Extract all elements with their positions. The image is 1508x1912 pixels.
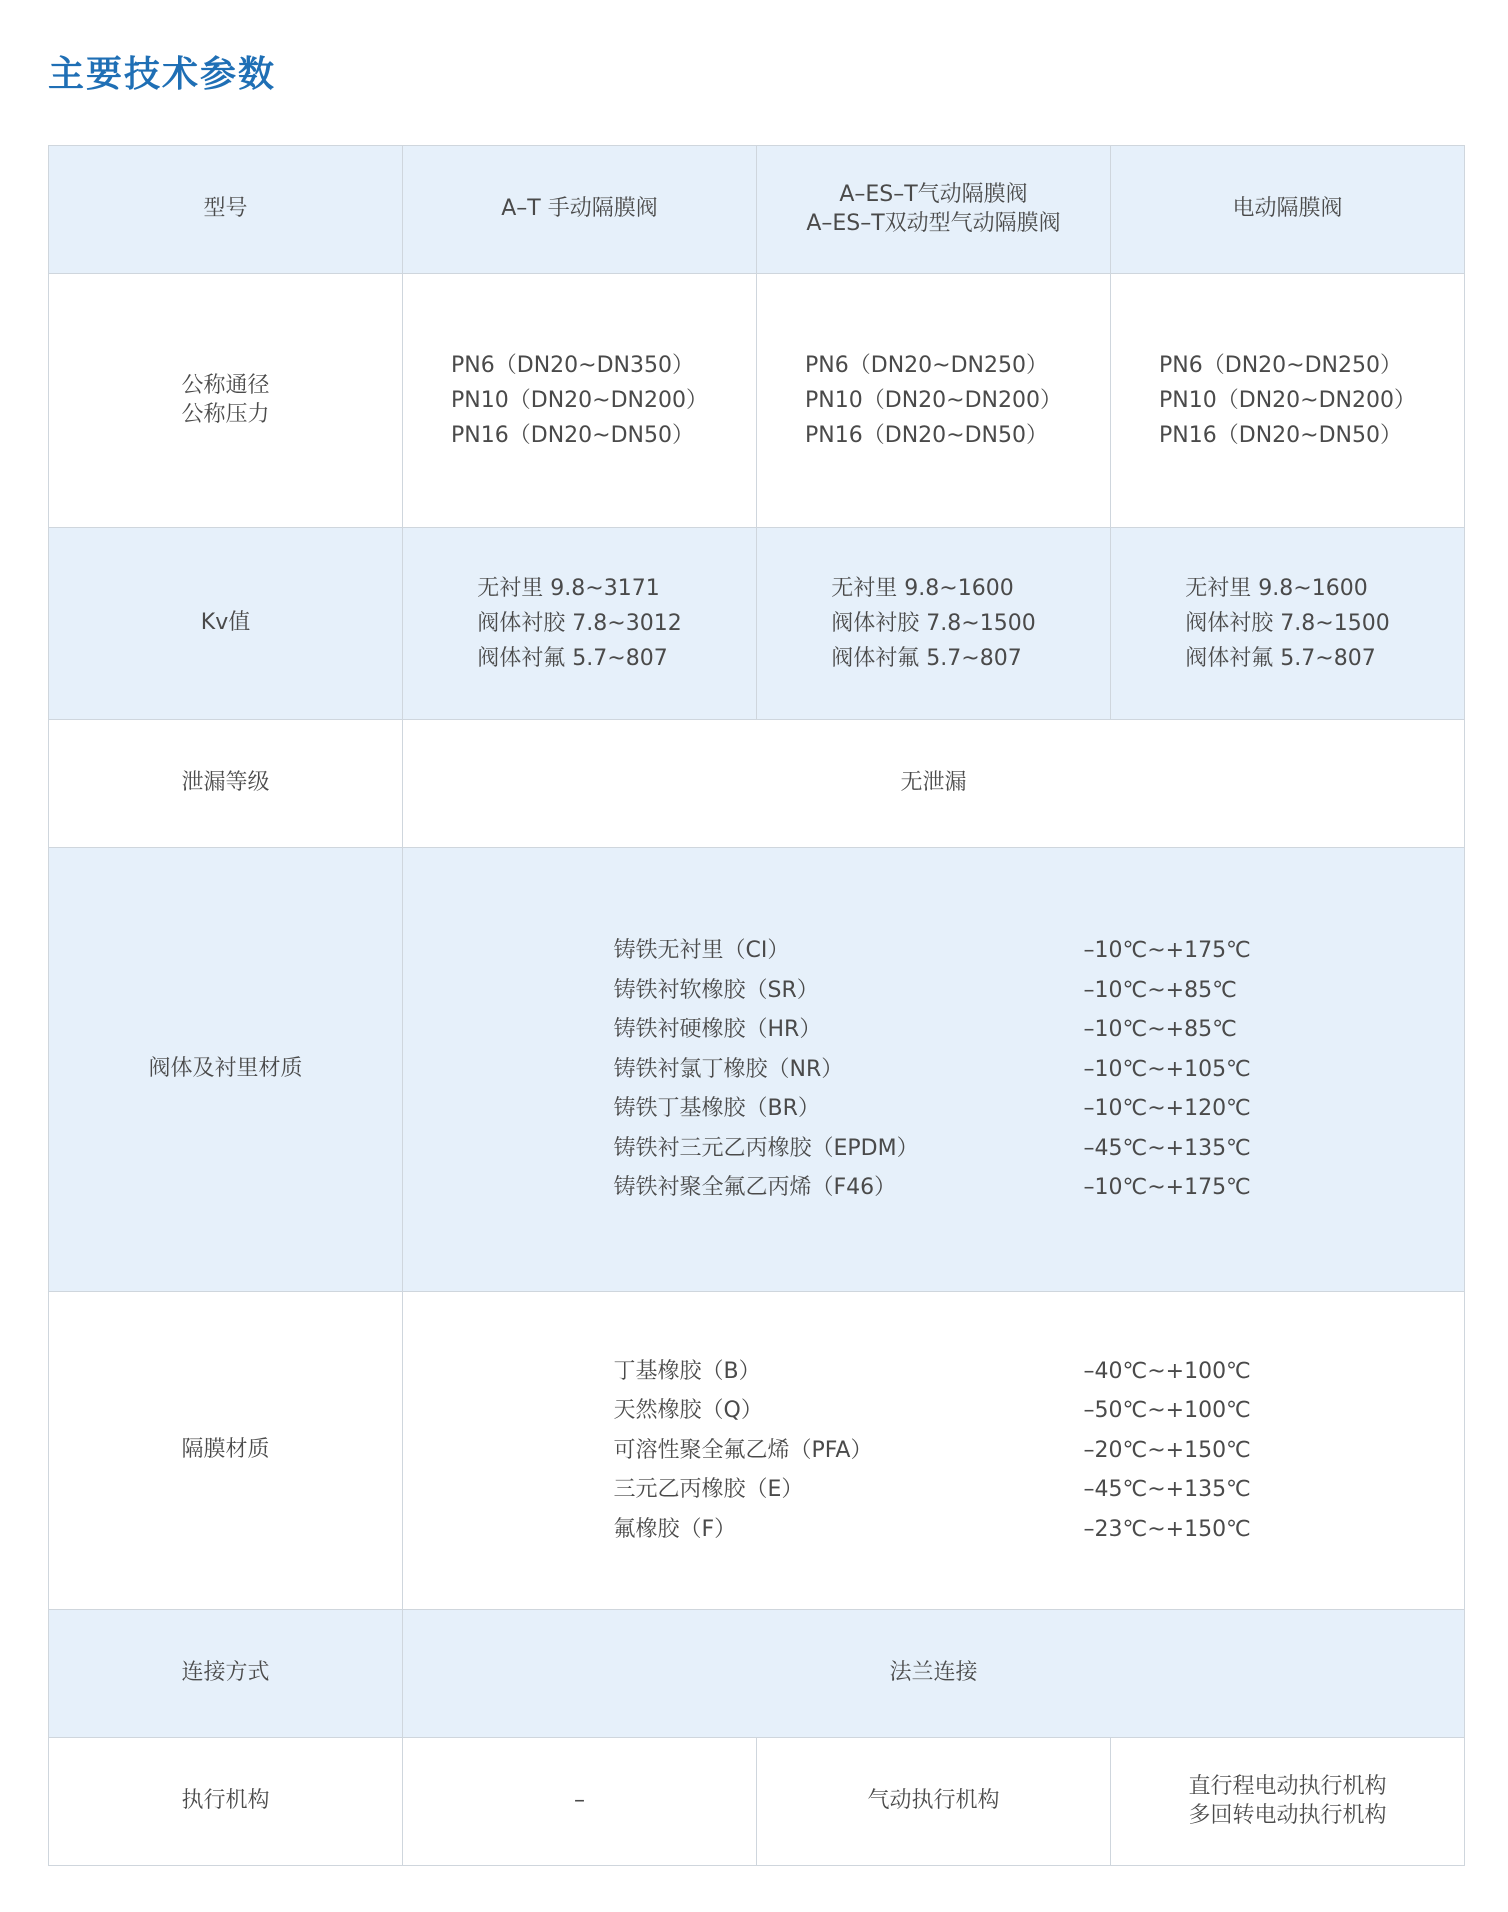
dn-pn-line: PN6（DN20~DN250）	[1159, 352, 1402, 378]
table-row-body-material	[49, 848, 1465, 1292]
spec-table	[48, 145, 1465, 1866]
model-electric: 电动隔膜阀	[1111, 146, 1465, 274]
material-name: 铸铁衬软橡胶（SR）	[613, 977, 819, 1003]
row-label-connection: 连接方式	[49, 1610, 403, 1738]
dn-pn-manual	[403, 274, 757, 528]
material-temperature: –10℃~+85℃	[1083, 1017, 1237, 1043]
material-temperature: –50℃~+100℃	[1083, 1398, 1251, 1424]
table-row-connection	[49, 1610, 1465, 1738]
material-temperature: –23℃~+150℃	[1083, 1516, 1251, 1542]
material-temperature: –10℃~+120℃	[1083, 1096, 1251, 1122]
material-row	[614, 1431, 1254, 1471]
table-row-kv	[49, 528, 1465, 720]
kv-line: 阀体衬胶 7.8~3012	[477, 610, 682, 636]
material-row	[614, 1129, 1254, 1169]
row-label-line: 公称通径	[181, 372, 270, 398]
model-manual: A–T 手动隔膜阀	[403, 146, 757, 274]
material-name: 铸铁丁基橡胶（BR）	[613, 1096, 820, 1122]
row-label-kv: Kv值	[49, 528, 403, 720]
material-name: 铸铁衬聚全氟乙丙烯（F46）	[613, 1175, 897, 1201]
material-temperature: –40℃~+100℃	[1083, 1358, 1251, 1384]
dn-pn-line: PN16（DN20~DN50）	[1159, 423, 1402, 449]
material-row	[614, 1352, 1254, 1392]
leak-value: 无泄漏	[403, 720, 1465, 848]
dn-pn-line: PN6（DN20~DN250）	[805, 352, 1048, 378]
kv-line: 无衬里 9.8~1600	[1185, 575, 1368, 601]
material-row	[614, 1510, 1254, 1550]
material-name: 氟橡胶（F）	[613, 1516, 737, 1542]
table-row-actuator	[49, 1738, 1465, 1866]
material-row	[614, 1010, 1254, 1050]
table-row-diaphragm	[49, 1292, 1465, 1610]
material-name: 铸铁无衬里（CI）	[613, 937, 790, 963]
dn-pn-line: PN10（DN20~DN200）	[1159, 387, 1416, 413]
actuator-electric	[1111, 1738, 1465, 1866]
dn-pn-line: PN16（DN20~DN50）	[805, 423, 1048, 449]
material-temperature: –10℃~+175℃	[1083, 937, 1251, 963]
dn-pn-line: PN10（DN20~DN200）	[805, 387, 1062, 413]
actuator-pneumatic: 气动执行机构	[757, 1738, 1111, 1866]
kv-line: 无衬里 9.8~3171	[477, 575, 660, 601]
table-row-dn-pn	[49, 274, 1465, 528]
material-temperature: –20℃~+150℃	[1083, 1437, 1251, 1463]
diaphragm-list	[403, 1292, 1465, 1610]
kv-manual	[403, 528, 757, 720]
material-temperature: –45℃~+135℃	[1083, 1477, 1251, 1503]
dn-pn-line: PN16（DN20~DN50）	[451, 423, 694, 449]
material-name: 可溶性聚全氟乙烯（PFA）	[613, 1437, 873, 1463]
material-row	[614, 1089, 1254, 1129]
kv-line: 阀体衬氟 5.7~807	[477, 646, 668, 672]
kv-line: 阀体衬胶 7.8~1500	[831, 610, 1036, 636]
material-row	[614, 1391, 1254, 1431]
actuator-electric-line: 直行程电动执行机构	[1188, 1773, 1387, 1799]
row-label-dn-pn	[49, 274, 403, 528]
kv-pneumatic	[757, 528, 1111, 720]
material-temperature: –10℃~+85℃	[1083, 977, 1237, 1003]
table-row-leak	[49, 720, 1465, 848]
model-pneumatic-line: A–ES–T双动型气动隔膜阀	[806, 210, 1061, 236]
kv-electric	[1111, 528, 1465, 720]
kv-line: 阀体衬胶 7.8~1500	[1185, 610, 1390, 636]
table-row-model	[49, 146, 1465, 274]
row-label-body-material: 阀体及衬里材质	[49, 848, 403, 1292]
dn-pn-line: PN10（DN20~DN200）	[451, 387, 708, 413]
model-pneumatic-line: A–ES–T气动隔膜阀	[839, 181, 1028, 207]
material-row	[614, 1168, 1254, 1208]
page-title: 主要技术参数	[48, 54, 277, 95]
kv-line: 无衬里 9.8~1600	[831, 575, 1014, 601]
material-name: 铸铁衬氯丁橡胶（NR）	[613, 1056, 844, 1082]
model-pneumatic	[757, 146, 1111, 274]
material-temperature: –10℃~+175℃	[1083, 1175, 1251, 1201]
dn-pn-electric	[1111, 274, 1465, 528]
row-label-actuator: 执行机构	[49, 1738, 403, 1866]
row-label-leak: 泄漏等级	[49, 720, 403, 848]
material-temperature: –10℃~+105℃	[1083, 1056, 1251, 1082]
material-name: 三元乙丙橡胶（E）	[613, 1477, 804, 1503]
material-temperature: –45℃~+135℃	[1083, 1135, 1251, 1161]
material-name: 铸铁衬三元乙丙橡胶（EPDM）	[613, 1135, 919, 1161]
row-label-model: 型号	[49, 146, 403, 274]
dn-pn-line: PN6（DN20~DN350）	[451, 352, 694, 378]
connection-value: 法兰连接	[403, 1610, 1465, 1738]
actuator-electric-line: 多回转电动执行机构	[1188, 1802, 1387, 1828]
actuator-manual: –	[403, 1738, 757, 1866]
material-name: 丁基橡胶（B）	[613, 1358, 761, 1384]
material-row	[614, 971, 1254, 1011]
material-name: 天然橡胶（Q）	[613, 1398, 763, 1424]
material-row	[614, 931, 1254, 971]
row-label-diaphragm: 隔膜材质	[49, 1292, 403, 1610]
row-label-line: 公称压力	[181, 401, 270, 427]
material-row	[614, 1470, 1254, 1510]
body-material-list	[403, 848, 1465, 1292]
dn-pn-pneumatic	[757, 274, 1111, 528]
material-row	[614, 1050, 1254, 1090]
material-name: 铸铁衬硬橡胶（HR）	[613, 1017, 822, 1043]
kv-line: 阀体衬氟 5.7~807	[1185, 646, 1376, 672]
kv-line: 阀体衬氟 5.7~807	[831, 646, 1022, 672]
